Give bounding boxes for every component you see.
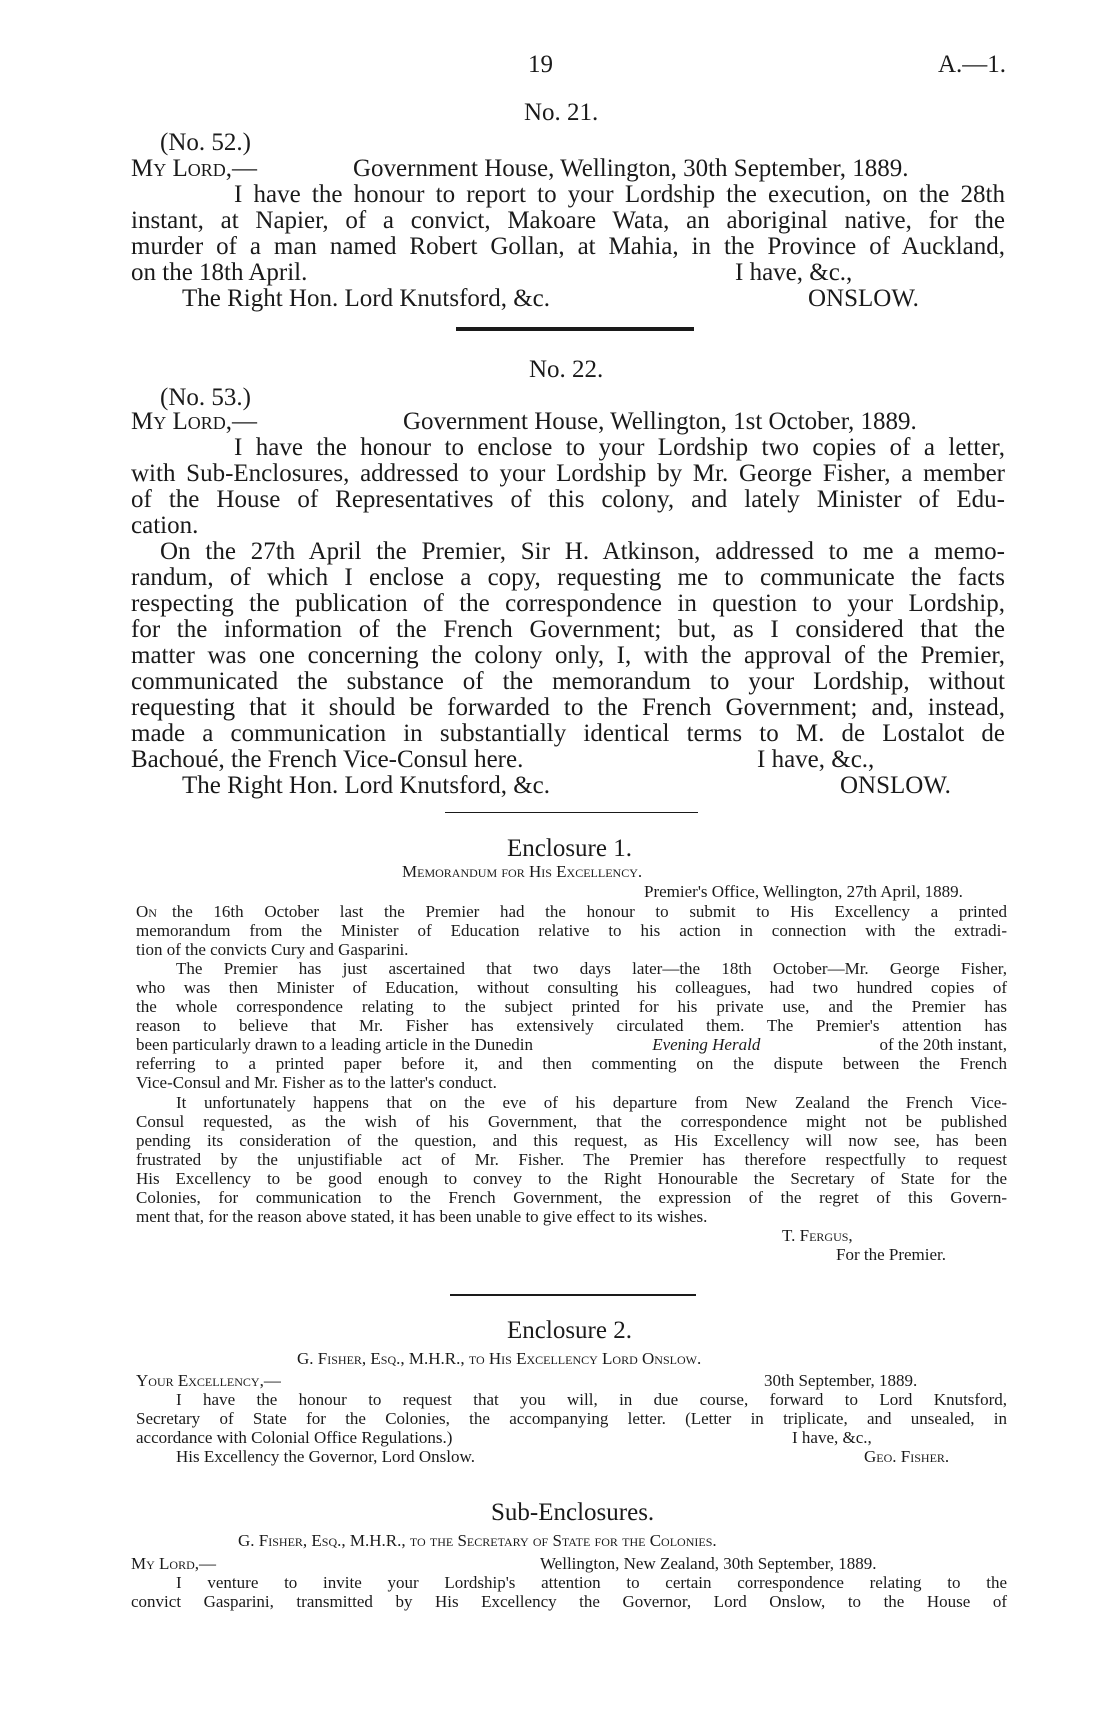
enclosure2-date: 30th September, 1889. [764, 1371, 918, 1390]
enclosure1-p3-line-6: Colonies, for communication to the French Government, the expression of the regret of this Govern- [136, 1188, 1007, 1207]
enclosure1-p2-line-2: who was then Minister of Education, without consulting his colleagues, had two hundred copies of [136, 978, 1007, 997]
enclosure1-p2-line-5 [136, 1036, 1007, 1054]
subenclosures-salutation: My Lord,— [131, 1554, 217, 1573]
letter22-p2-line-4: for the information of the French Government; but, as I considered that the [131, 616, 1005, 643]
subenclosures-title: Sub-Enclosures. [491, 1499, 655, 1526]
enclosure1-p3-line-5: His Excellency to be good enough to convey to the Right Honourable the Secretary of State for the [136, 1169, 1007, 1188]
subenclosures-line-1: I venture to invite your Lordship's attention to certain correspondence relating to the [176, 1573, 1007, 1592]
enclosure1-title: Enclosure 1. [507, 835, 632, 862]
enclosure1-first-word: On [136, 902, 157, 921]
enclosure1-p2-line-4: reason to believe that Mr. Fisher has extensively circulated them. The Premier's attention has [136, 1016, 1007, 1035]
enclosure2-line-3: accordance with Colonial Office Regulations.) [136, 1428, 453, 1447]
enclosure-divider [450, 1294, 696, 1296]
enclosure1-p2-last: Vice-Consul and Mr. Fisher as to the latter's conduct. [136, 1073, 497, 1092]
letter22-p2-line-7: requesting that it should be forwarded to the French Government; and, instead, [131, 694, 1005, 721]
letter22-closing: I have, &c., [757, 746, 875, 773]
letter22-p2-line-6: communicated the substance of the memorandum to your Lordship, without [131, 668, 1005, 695]
enclosure1-p3-last: ment that, for the reason above stated, it has been unable to give effect to its wishes. [136, 1207, 708, 1226]
enclosure1-p1-line-2: memorandum from the Minister of Education relative to his action in connection with the extradi- [136, 921, 1007, 940]
letter22-ref: (No. 53.) [160, 384, 251, 411]
enclosure1-p1-last: tion of the convicts Cury and Gasparini. [136, 940, 409, 959]
thin-divider [445, 812, 698, 813]
letter21-last-line: on the 18th April. [131, 259, 308, 286]
evening-herald-title: Evening Herald [652, 1035, 761, 1054]
letter22-p2-line-5: matter was one concerning the colony only, I, with the approval of the Premier, [131, 642, 1005, 669]
letter22-p2-line-8: made a communication in substantially identical terms to M. de Lostalot de [131, 720, 1005, 747]
subenclosures-line-2: convict Gasparini, transmitted by His Excellency the Governor, Lord Onslow, to the House of [131, 1592, 1007, 1611]
letter22-number: No. 22. [529, 356, 604, 383]
enclosure2-salutation: Your Excellency,— [136, 1371, 281, 1390]
enclosure2-title: Enclosure 2. [507, 1317, 632, 1344]
enclosure2-line-1: I have the honour to request that you will, in due course, forward to Lord Knutsford, [176, 1390, 1007, 1409]
enclosure1-p2-line-1: The Premier has just ascertained that two days later—the 18th October—Mr. George Fisher, [176, 959, 1007, 978]
letter22-addressee: The Right Hon. Lord Knutsford, &c. [182, 772, 551, 799]
letter21-closing: I have, &c., [735, 259, 853, 286]
letter22-signature: ONSLOW. [840, 772, 951, 799]
letter22-p2-last: Bachoué, the French Vice-Consul here. [131, 746, 524, 773]
enclosure1-signature-name: T. Fergus, [782, 1226, 853, 1245]
subenclosures-place-date: Wellington, New Zealand, 30th September, 1889. [540, 1554, 877, 1573]
letter22-p1-line-1: I have the honour to enclose to your Lordship two copies of a letter, [234, 434, 1005, 461]
letter21-number: No. 21. [524, 99, 599, 126]
letter21-signature: ONSLOW. [808, 285, 919, 312]
enclosure1-place-date: Premier's Office, Wellington, 27th April, 1889. [644, 882, 963, 901]
enclosure2-signature: Geo. Fisher. [864, 1447, 950, 1466]
enclosure2-closing: I have, &c., [792, 1428, 872, 1447]
enclosure1-subtitle: Memorandum for His Excellency. [402, 862, 643, 881]
enclosure1-p3-line-3: pending its consideration of the question, and this request, as His Excellency will now see, has been [136, 1131, 1007, 1150]
section-number: A.—1. [938, 51, 1007, 78]
letter22-p1-last: cation. [131, 512, 199, 539]
enclosure1-signature-title: For the Premier. [836, 1245, 947, 1264]
letter22-place-date: Government House, Wellington, 1st October, 1889. [403, 408, 917, 435]
subenclosures-subtitle: G. Fisher, Esq., M.H.R., to the Secretary of State for the Colonies. [238, 1531, 717, 1550]
enclosure1-p3-line-4: frustrated by the unjustifiable act of Mr. Fisher. The Premier has therefore respectfully to request [136, 1150, 1007, 1169]
letter22-p1-line-2: with Sub-Enclosures, addressed to your Lordship by Mr. George Fisher, a member [131, 460, 1005, 487]
letter22-p2-line-1: On the 27th April the Premier, Sir H. Atkinson, addressed to me a memo- [160, 538, 1005, 565]
enclosure1-p3-line-2: Consul requested, as the wish of his Government, that the correspondence might not be published [136, 1112, 1007, 1131]
letter21-place-date: Government House, Wellington, 30th September, 1889. [353, 155, 909, 182]
letter21-ref: (No. 52.) [160, 129, 251, 156]
enclosure2-subtitle: G. Fisher, Esq., M.H.R., to His Excellency Lord Onslow. [297, 1349, 702, 1368]
letter22-p2-line-3: respecting the publication of the correspondence in question to your Lordship, [131, 590, 1005, 617]
line5-part-b: of the 20th instant, [879, 1035, 1007, 1054]
enclosure1-p1-line-1: the 16th October last the Premier had the honour to submit to His Excellency a printed [172, 902, 1007, 921]
enclosure1-p2-line-3: the whole correspondence relating to the subject printed for his private use, and the Premier has [136, 997, 1007, 1016]
letter21-line-1: I have the honour to report to your Lordship the execution, on the 28th [234, 181, 1005, 208]
letter21-addressee: The Right Hon. Lord Knutsford, &c. [182, 285, 551, 312]
letter22-p1-line-3: of the House of Representatives of this colony, and lately Minister of Edu- [131, 486, 1005, 513]
letter21-line-3: murder of a man named Robert Gollan, at Mahia, in the Province of Auckland, [131, 233, 1005, 260]
section-divider [456, 327, 694, 331]
letter21-line-2: instant, at Napier, of a convict, Makoare Wata, an aboriginal native, for the [131, 207, 1005, 234]
enclosure1-p2-line-6: referring to a printed paper before it, and then commenting on the dispute between the French [136, 1054, 1007, 1073]
enclosure2-addressee: His Excellency the Governor, Lord Onslow. [176, 1447, 475, 1466]
letter21-salutation: My Lord,— [131, 155, 258, 182]
letter22-p2-line-2: randum, of which I enclose a copy, requesting me to communicate the facts [131, 564, 1005, 591]
page-number: 19 [528, 51, 553, 78]
enclosure1-p3-line-1: It unfortunately happens that on the eve of his departure from New Zealand the French Vice- [176, 1093, 1007, 1112]
enclosure2-line-2: Secretary of State for the Colonies, the accompanying letter. (Letter in triplicate, and unsealed, in [136, 1409, 1007, 1428]
letter22-salutation: My Lord,— [131, 408, 258, 435]
line5-part-a: been particularly drawn to a leading article in the Dunedin [136, 1035, 533, 1054]
